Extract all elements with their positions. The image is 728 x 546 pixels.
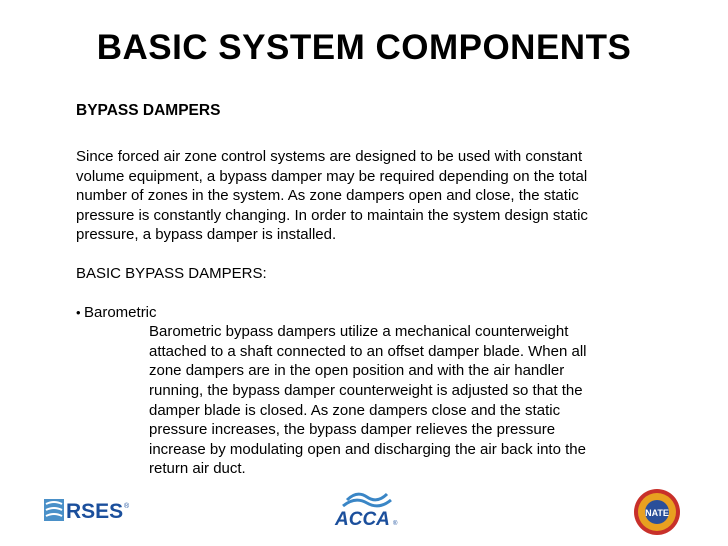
rses-logo xyxy=(44,496,132,524)
nate-seal-mark xyxy=(633,488,681,536)
bullet-label-row xyxy=(76,303,676,323)
bullet-marker: • xyxy=(76,304,81,320)
bypass-types-heading: BASIC BYPASS DAMPERS: xyxy=(76,264,267,282)
rses-registered-mark: ® xyxy=(124,503,130,510)
paragraph-line: volume equipment, a bypass damper may be required depending on the total xyxy=(76,167,588,185)
bullet-description xyxy=(149,322,676,479)
acca-logo xyxy=(333,488,401,528)
rses-logo-text: RSES xyxy=(66,500,124,523)
description-line: Barometric bypass dampers utilize a mechanical counterweight xyxy=(149,323,569,341)
description-line: damper blade is closed. As zone dampers close and the static xyxy=(149,401,561,419)
description-line: increase by modulating open and discharging the air back into the xyxy=(149,440,586,458)
intro-paragraph xyxy=(76,147,676,245)
nate-logo xyxy=(633,488,681,536)
bullet-item-barometric xyxy=(76,303,676,479)
slide-title: BASIC SYSTEM COMPONENTS xyxy=(96,28,632,67)
section-heading: BYPASS DAMPERS xyxy=(76,102,221,119)
rses-logo-mark xyxy=(44,496,132,524)
description-line: pressure increases, the bypass damper relieves the pressure xyxy=(149,421,556,439)
description-line: return air duct. xyxy=(149,460,246,478)
bullet-label: Barometric xyxy=(84,303,157,321)
slide-content xyxy=(76,101,676,479)
acca-logo-wave-bottom xyxy=(343,500,391,506)
description-line: zone dampers are in the open position and with the air handler xyxy=(149,362,565,380)
acca-logo-mark xyxy=(333,488,401,528)
description-line: attached to a shaft connected to an offset damper blade. When all xyxy=(149,342,587,360)
description-line: running, the bypass damper counterweight is adjusted so that the xyxy=(149,381,583,399)
paragraph-line: pressure, a bypass damper is installed. xyxy=(76,226,337,244)
paragraph-line: pressure is constantly changing. In order to maintain the system design static xyxy=(76,206,588,224)
nate-seal-text: NATE xyxy=(645,508,669,518)
acca-registered-mark: ® xyxy=(393,521,398,527)
acca-logo-text: ACCA xyxy=(335,509,390,528)
paragraph-line: number of zones in the system. As zone dampers open and close, the static xyxy=(76,187,579,205)
paragraph-line: Since forced air zone control systems are designed to be used with constant xyxy=(76,148,583,165)
